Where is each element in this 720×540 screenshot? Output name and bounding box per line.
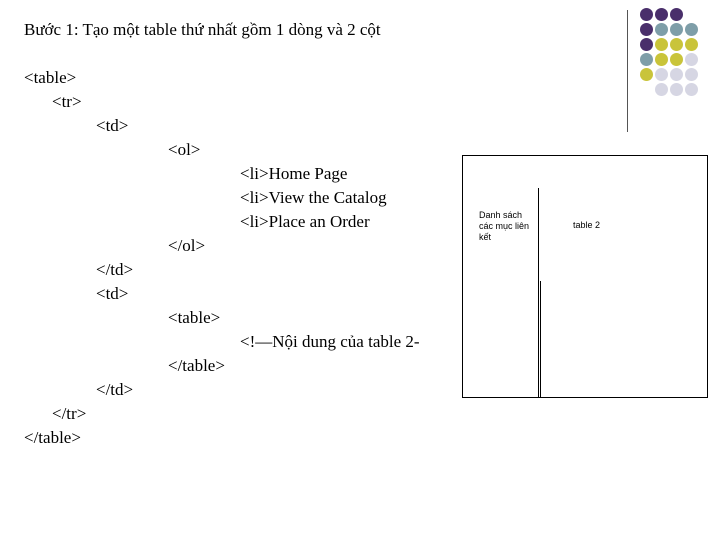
cell-divider <box>538 188 539 398</box>
code-line: <td> <box>96 116 129 135</box>
decorative-dot <box>655 8 668 21</box>
code-line: <li>View the Catalog <box>240 188 387 207</box>
cell-divider-secondary <box>540 281 541 398</box>
decorative-dot <box>655 68 668 81</box>
code-line: </table> <box>24 428 81 447</box>
code-line: <!—Nội dung của table 2- <box>240 332 420 351</box>
table-layout-diagram <box>462 155 708 398</box>
code-line: </table> <box>168 356 225 375</box>
decorative-dot <box>670 23 683 36</box>
cell2-label: table 2 <box>573 220 601 230</box>
decorative-dot <box>640 38 653 51</box>
decorative-dot <box>670 68 683 81</box>
decorative-dot <box>655 23 668 36</box>
decorative-dot <box>670 38 683 51</box>
decorative-dot <box>640 68 653 81</box>
cell1-label: Danh sách các mục liên kết <box>479 210 530 242</box>
code-line: </td> <box>96 380 134 399</box>
decorative-dot <box>670 8 683 21</box>
code-line: <td> <box>96 284 129 303</box>
code-line: <li>Place an Order <box>240 212 370 231</box>
code-line: <tr> <box>52 92 82 111</box>
decorative-dot <box>685 38 698 51</box>
decorative-dot <box>655 53 668 66</box>
code-line: </td> <box>96 260 134 279</box>
decorative-dot <box>685 68 698 81</box>
decorative-dot <box>670 53 683 66</box>
decorative-divider <box>627 10 628 132</box>
decorative-dot <box>685 53 698 66</box>
decorative-dot <box>685 83 698 96</box>
decorative-dot <box>685 23 698 36</box>
decorative-dot <box>655 38 668 51</box>
decorative-dot <box>670 83 683 96</box>
code-line: </ol> <box>168 236 206 255</box>
decorative-dot <box>655 83 668 96</box>
slide-title: Bước 1: Tạo một table thứ nhất gồm 1 dòng và 2 cột <box>24 20 381 39</box>
code-line: <table> <box>168 308 221 327</box>
decorative-dot <box>640 53 653 66</box>
code-line: </tr> <box>52 404 87 423</box>
decorative-dot <box>640 23 653 36</box>
decorative-dot <box>640 8 653 21</box>
decorative-dot-grid <box>640 8 720 118</box>
code-line: <table> <box>24 68 77 87</box>
code-line: <ol> <box>168 140 201 159</box>
code-line: <li>Home Page <box>240 164 348 183</box>
